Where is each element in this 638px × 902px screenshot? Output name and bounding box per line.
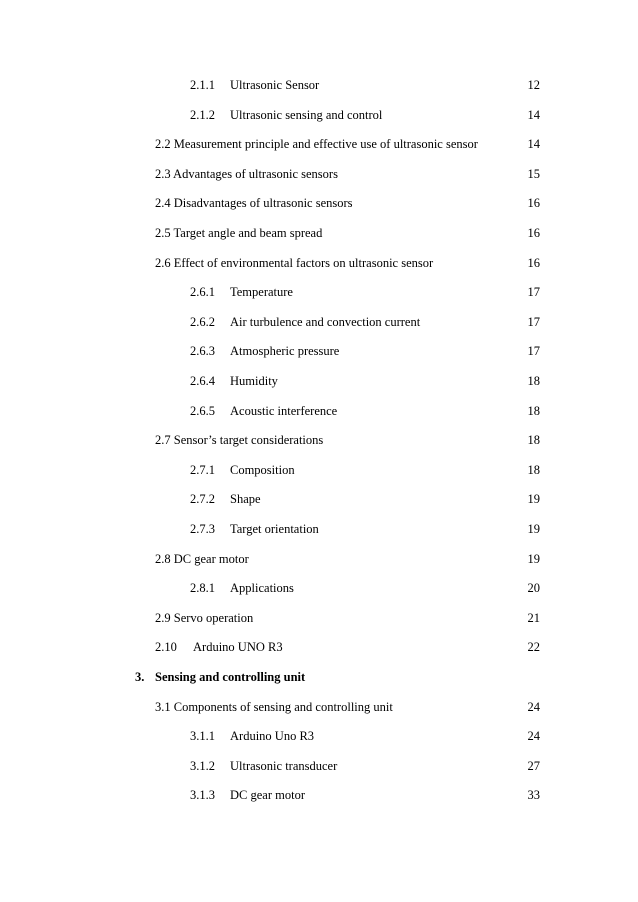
toc-entry-page-number: 18 bbox=[527, 374, 540, 388]
toc-entry-page-number: 16 bbox=[527, 226, 540, 240]
toc-entry-page-number: 27 bbox=[527, 758, 540, 773]
toc-entry bbox=[0, 757, 638, 775]
toc-entry bbox=[0, 579, 638, 597]
toc-entry-title: Ultrasonic sensing and control bbox=[230, 107, 383, 122]
toc-entry-title: Arduino UNO R3 bbox=[193, 640, 283, 655]
toc-entry bbox=[0, 727, 638, 745]
toc-entry-page-number: 12 bbox=[527, 78, 540, 92]
toc-entry bbox=[0, 490, 638, 508]
toc-entry-page-number: 14 bbox=[527, 137, 540, 152]
toc-entry-title: 3.1 Components of sensing and controlling unit bbox=[155, 699, 393, 714]
toc-entry bbox=[0, 283, 638, 301]
toc-entry-title: Shape bbox=[230, 492, 261, 507]
toc-entry bbox=[0, 609, 638, 627]
toc-entry-page-number: 33 bbox=[527, 788, 540, 803]
toc-entry bbox=[0, 194, 638, 212]
toc-entry-number: 3.1.3 bbox=[190, 788, 215, 803]
toc-entry-title: 2.2 Measurement principle and effective use of ultrasonic sensor bbox=[155, 137, 478, 152]
toc-entry bbox=[0, 461, 638, 479]
toc-entry-page-number: 19 bbox=[527, 522, 540, 536]
toc-entry bbox=[0, 342, 638, 360]
toc-entry-title: Humidity bbox=[230, 374, 278, 388]
toc-entry-page-number: 18 bbox=[527, 403, 540, 418]
toc-entry bbox=[0, 550, 638, 568]
toc-entry bbox=[0, 786, 638, 804]
toc-entry-page-number: 16 bbox=[527, 255, 540, 270]
toc-entry-page-number: 16 bbox=[527, 196, 540, 211]
toc-entry-title: Ultrasonic Sensor bbox=[230, 78, 320, 92]
toc-entry-page-number: 19 bbox=[527, 551, 540, 566]
toc-entry-number: 2.6.4 bbox=[190, 374, 215, 388]
toc-entry bbox=[0, 165, 638, 183]
toc-entry bbox=[0, 668, 638, 686]
toc-entry bbox=[0, 638, 638, 656]
toc-entry-page-number: 22 bbox=[527, 640, 540, 655]
toc-entry bbox=[0, 313, 638, 331]
toc-entry-page-number: 17 bbox=[527, 344, 540, 359]
toc-entry-title: Temperature bbox=[230, 285, 293, 300]
toc-entry-title: Ultrasonic transducer bbox=[230, 758, 338, 773]
toc-entry-page-number: 14 bbox=[527, 107, 540, 122]
toc-entry bbox=[0, 698, 638, 716]
toc-entry bbox=[0, 254, 638, 272]
toc-entry-number: 3.1.1 bbox=[190, 729, 215, 744]
toc-entry bbox=[0, 224, 638, 242]
toc-entry-title: 2.5 Target angle and beam spread bbox=[155, 226, 323, 240]
toc-entry-number: 2.8.1 bbox=[190, 581, 215, 596]
toc-entry bbox=[0, 76, 638, 94]
toc-entry-title: 2.7 Sensor’s target considerations bbox=[155, 433, 324, 448]
toc-entry bbox=[0, 372, 638, 390]
toc-entry-number: 2.6.1 bbox=[190, 285, 215, 300]
toc-entry-page-number: 18 bbox=[527, 462, 540, 477]
toc-entry-number: 2.6.5 bbox=[190, 403, 215, 418]
toc-entry-page-number: 19 bbox=[527, 492, 540, 507]
toc-entry-title: Composition bbox=[230, 462, 295, 477]
toc-entry-page-number: 20 bbox=[527, 581, 540, 596]
toc-entry-number: 2.7.2 bbox=[190, 492, 215, 507]
toc-entry-number: 3.1.2 bbox=[190, 758, 215, 773]
toc-entry-number: 2.1.1 bbox=[190, 78, 215, 92]
toc-entry-number: 2.6.3 bbox=[190, 344, 215, 359]
toc-entry-page-number: 15 bbox=[527, 166, 540, 181]
toc-entry-title: Atmospheric pressure bbox=[230, 344, 340, 359]
toc-entry-title: 2.9 Servo operation bbox=[155, 610, 254, 625]
toc-entry-page-number: 24 bbox=[527, 729, 540, 744]
toc-entry-title: Acoustic interference bbox=[230, 403, 338, 418]
toc-entry-number: 2.10 bbox=[155, 640, 177, 655]
toc-entry-page-number: 17 bbox=[527, 314, 540, 329]
toc-entry-title: 2.6 Effect of environmental factors on ultrasonic sensor bbox=[155, 255, 434, 270]
toc-entry-title: Sensing and controlling unit bbox=[155, 670, 306, 684]
toc-entry-number: 3. bbox=[135, 670, 145, 684]
toc-entry-title: 2.4 Disadvantages of ultrasonic sensors bbox=[155, 196, 353, 211]
toc-entry-page-number: 21 bbox=[527, 610, 540, 625]
toc-entry bbox=[0, 402, 638, 420]
toc-entry-title: 2.3 Advantages of ultrasonic sensors bbox=[155, 166, 338, 181]
toc-entry-title: 2.8 DC gear motor bbox=[155, 551, 249, 566]
toc-entry-title: Applications bbox=[230, 581, 294, 596]
toc-entry-title: Air turbulence and convection current bbox=[230, 314, 421, 329]
toc-entry-number: 2.6.2 bbox=[190, 314, 215, 329]
toc-entry bbox=[0, 520, 638, 538]
toc-entry-page-number: 17 bbox=[527, 285, 540, 300]
toc-entry-page-number: 18 bbox=[527, 433, 540, 448]
toc-entry bbox=[0, 431, 638, 449]
toc-entry-number: 2.7.1 bbox=[190, 462, 215, 477]
toc-entry-title: Arduino Uno R3 bbox=[230, 729, 315, 744]
toc-entry bbox=[0, 135, 638, 153]
toc-entry-number: 2.7.3 bbox=[190, 522, 215, 536]
toc-entry bbox=[0, 106, 638, 124]
toc-entry-title: DC gear motor bbox=[230, 788, 305, 803]
toc-entry-number: 2.1.2 bbox=[190, 107, 215, 122]
toc-entry-page-number: 24 bbox=[527, 699, 540, 714]
toc-entry-title: Target orientation bbox=[230, 522, 319, 536]
